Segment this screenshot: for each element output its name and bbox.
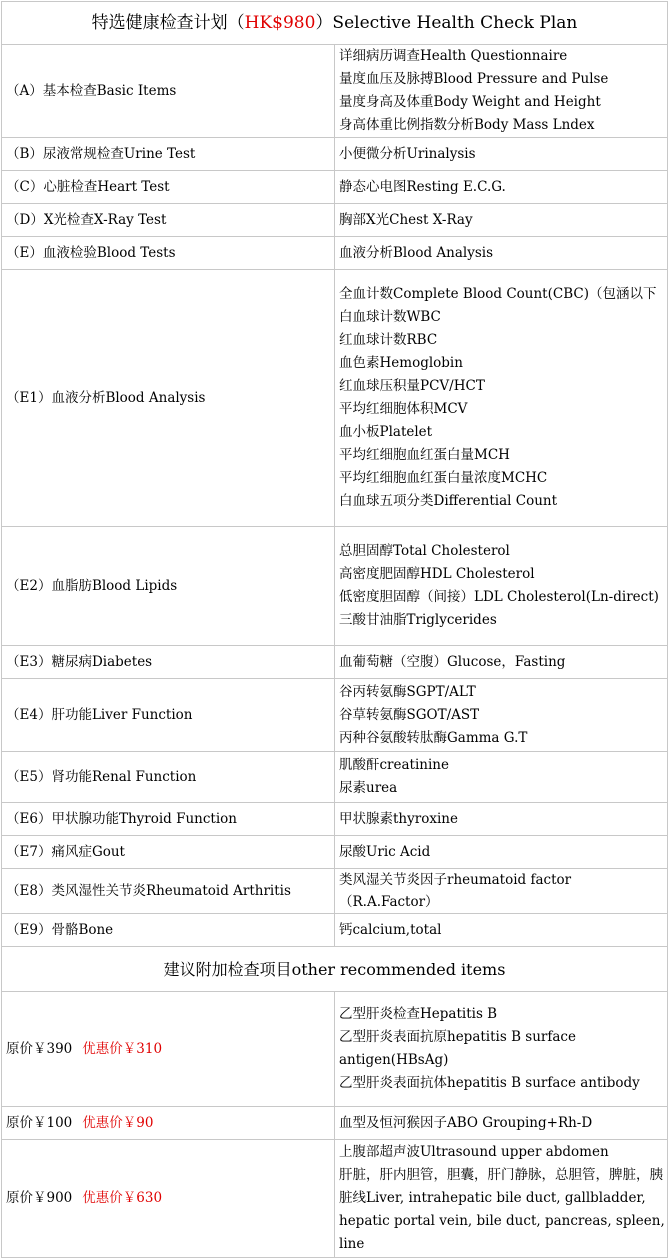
- row-label: （A）基本检查Basic Items: [2, 45, 335, 138]
- row-items: [335, 752, 668, 803]
- list-item: 低密度胆固醇（间接）LDL Cholesterol(Ln-direct): [339, 589, 659, 605]
- table-row: [2, 138, 668, 171]
- list-item: 谷丙转氨酶SGPT/ALT: [339, 683, 476, 700]
- list-item: 血色素Hemoglobin: [339, 355, 463, 371]
- row-label: （E9）骨骼Bone: [2, 914, 335, 947]
- table-row: [2, 527, 668, 646]
- list-item: 三酸甘油脂Triglycerides: [339, 612, 497, 628]
- list-item: 丙种谷氨酸转肽酶Gamma G.T: [339, 729, 528, 746]
- row-label: （E7）痛风症Gout: [2, 836, 335, 869]
- list-item: 量度身高及体重Body Weight and Height: [339, 94, 601, 110]
- row-label: （C）心脏检查Heart Test: [2, 171, 335, 204]
- row-label: （E5）肾功能Renal Function: [2, 752, 335, 803]
- section-title: 建议附加检查项目other recommended items: [2, 947, 668, 992]
- list-item: 乙型肝炎检查Hepatitis B: [339, 1006, 498, 1022]
- table-row: [2, 752, 668, 803]
- table-row: [2, 646, 668, 679]
- row-label: （D）X光检查X-Ray Test: [2, 204, 335, 237]
- row-items: [335, 237, 668, 270]
- row-label: （E4）肝功能Liver Function: [2, 679, 335, 752]
- list-item: 红血球计数RBC: [339, 332, 438, 348]
- row-items: [335, 527, 668, 646]
- list-item: 谷草转氨酶SGOT/AST: [339, 706, 480, 723]
- list-item: 类风湿关节炎因子rheumatoid factor: [339, 872, 572, 888]
- plan-title-suffix: ）Selective Health Check Plan: [315, 12, 578, 33]
- list-item: 量度血压及脉搏Blood Pressure and Pulse: [339, 71, 609, 87]
- row-label: （E）血液检验Blood Tests: [2, 237, 335, 270]
- health-check-table: [1, 1, 668, 1258]
- list-item: 血葡萄糖（空腹）Glucose，Fasting: [339, 653, 566, 670]
- list-item: 平均红细胞血红蛋白量MCH: [339, 447, 510, 463]
- row-items: [335, 171, 668, 204]
- list-item: 全血计数Complete Blood Count(CBC)（包涵以下: [339, 286, 657, 302]
- table-row: [2, 45, 668, 138]
- list-item: 乙型肝炎表面抗原hepatitis B surface antigen(HBsAg): [339, 1029, 576, 1068]
- original-price: 原价￥390: [6, 1040, 73, 1057]
- table-row: [2, 204, 668, 237]
- list-item: 身高体重比例指数分析Body Mass Lndex: [339, 117, 595, 133]
- list-item: 血小板Platelet: [339, 424, 433, 440]
- list-item: 上腹部超声波Ultrasound upper abdomen: [339, 1144, 609, 1160]
- row-items: [335, 914, 668, 947]
- list-item: 血液分析Blood Analysis: [339, 244, 494, 261]
- list-item: 总胆固醇Total Cholesterol: [339, 543, 510, 559]
- table-row: [2, 171, 668, 204]
- table-row: [2, 992, 668, 1107]
- row-label: （E6）甲状腺功能Thyroid Function: [2, 803, 335, 836]
- table-row: [2, 237, 668, 270]
- table-row: [2, 914, 668, 947]
- plan-title-prefix: 特选健康检查计划（: [91, 12, 245, 33]
- row-items: [335, 45, 668, 138]
- row-label: （E1）血液分析Blood Analysis: [2, 270, 335, 527]
- list-item: 高密度肥固醇HDL Cholesterol: [339, 566, 535, 582]
- list-item: 白血球五项分类Differential Count: [339, 493, 558, 509]
- row-items: [335, 869, 668, 914]
- row-items: [335, 803, 668, 836]
- row-label: （E2）血脂肪Blood Lipids: [2, 527, 335, 646]
- title-row: [2, 2, 668, 45]
- list-item: 尿酸Uric Acid: [339, 843, 431, 860]
- list-item: 肝脏，肝内胆管，胆囊，肝门静脉，总胆管，脾脏，胰脏线Liver, intrahepatic bile duct, gallbladder, hepatic portal vein, bile duct, pancreas, spleen, line: [339, 1167, 665, 1252]
- plan-price: HK$980: [244, 12, 316, 33]
- list-item: 平均红细胞血红蛋白量浓度MCHC: [339, 470, 548, 486]
- section-row: [2, 947, 668, 992]
- list-item: 肌酸酐creatinine: [339, 757, 449, 773]
- list-item: 静态心电图Resting E.C.G.: [339, 178, 506, 195]
- list-item: 乙型肝炎表面抗体hepatitis B surface antibody: [339, 1075, 640, 1091]
- row-label: （B）尿液常规检查Urine Test: [2, 138, 335, 171]
- table-row: [2, 679, 668, 752]
- row-label: （E3）糖尿病Diabetes: [2, 646, 335, 679]
- table-row: [2, 270, 668, 527]
- list-item: 钙calcium,total: [339, 921, 442, 938]
- list-item: 甲状腺素thyroxine: [339, 810, 458, 827]
- original-price: 原价￥100: [6, 1114, 73, 1131]
- price-cell: [2, 1140, 335, 1258]
- list-item: （R.A.Factor）: [339, 894, 439, 910]
- row-items: [335, 138, 668, 171]
- list-item: 小便微分析Urinalysis: [339, 145, 476, 162]
- table-row: [2, 1107, 668, 1140]
- promo-price: 优惠价￥90: [82, 1114, 154, 1131]
- table-row: [2, 1140, 668, 1258]
- table-row: [2, 869, 668, 914]
- list-item: 红血球压积量PCV/HCT: [339, 378, 485, 394]
- plan-title: [2, 2, 668, 45]
- list-item: 详细病历调查Health Questionnaire: [339, 48, 568, 64]
- price-cell: [2, 1107, 335, 1140]
- list-item: 白血球计数WBC: [339, 309, 441, 325]
- list-item: 胸部X光Chest X-Ray: [339, 211, 473, 228]
- price-cell: [2, 992, 335, 1107]
- row-items: [335, 679, 668, 752]
- row-items: [335, 836, 668, 869]
- row-items: [335, 204, 668, 237]
- promo-price: 优惠价￥310: [82, 1040, 163, 1057]
- row-items: [335, 992, 668, 1107]
- list-item: 血型及恒河猴因子ABO Grouping+Rh-D: [339, 1114, 593, 1131]
- row-items: [335, 1107, 668, 1140]
- original-price: 原价￥900: [6, 1190, 73, 1206]
- row-items: [335, 646, 668, 679]
- table-row: [2, 836, 668, 869]
- list-item: 平均红细胞体积MCV: [339, 401, 468, 417]
- row-label: （E8）类风湿性关节炎Rheumatoid Arthritis: [2, 869, 335, 914]
- row-items: [335, 1140, 668, 1258]
- row-items: [335, 270, 668, 527]
- table-row: [2, 803, 668, 836]
- list-item: 尿素urea: [339, 780, 398, 796]
- promo-price: 优惠价￥630: [82, 1190, 163, 1206]
